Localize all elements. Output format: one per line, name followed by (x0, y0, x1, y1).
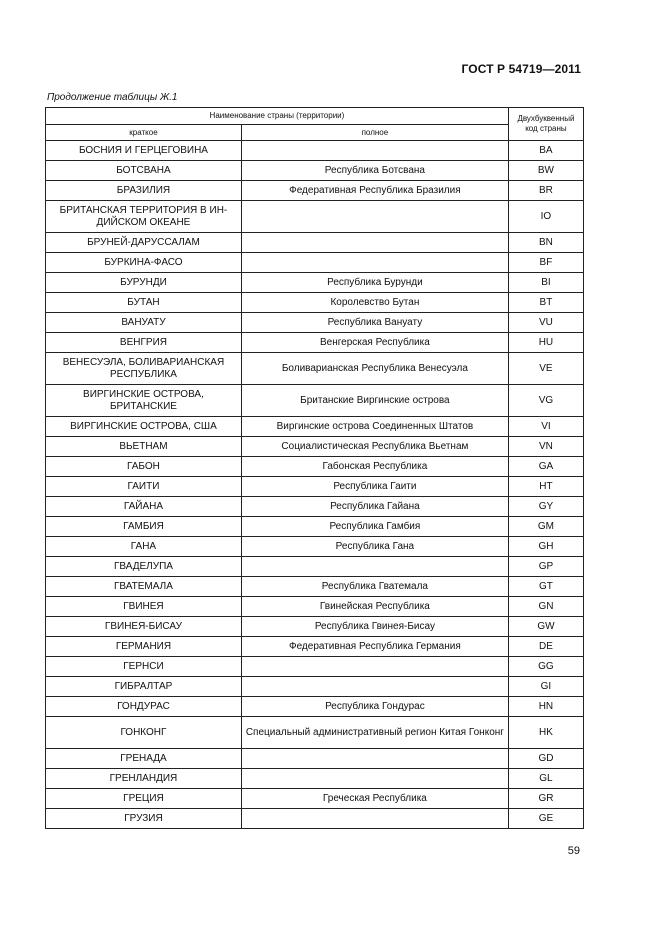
country-code-cell: DE (508, 637, 583, 657)
country-full-name-cell: Королевство Бутан (241, 293, 508, 313)
table-continuation-caption: Продолжение таблицы Ж.1 (47, 92, 178, 103)
table-row (46, 637, 584, 657)
country-code-cell: HU (508, 333, 583, 353)
country-code-cell: GG (508, 657, 583, 677)
country-code-cell: VG (508, 385, 583, 417)
country-full-name-cell (241, 769, 508, 789)
table-row (46, 313, 584, 333)
country-code-cell: HN (508, 697, 583, 717)
table-row (46, 477, 584, 497)
table-row (46, 457, 584, 477)
country-full-name-cell (241, 201, 508, 233)
header-row-group (46, 108, 584, 125)
country-short-name-cell: ГАНА (46, 537, 242, 557)
country-code-cell: BT (508, 293, 583, 313)
country-code-cell: GW (508, 617, 583, 637)
country-full-name-cell: Венгерская Республика (241, 333, 508, 353)
table-row (46, 233, 584, 253)
country-short-name-cell: ГВАДЕЛУПА (46, 557, 242, 577)
country-short-name-cell: ГВИНЕЯ (46, 597, 242, 617)
table-row (46, 181, 584, 201)
country-full-name-cell (241, 657, 508, 677)
country-full-name-cell: Виргинские острова Соединенных Штатов (241, 417, 508, 437)
country-short-name-cell: БУТАН (46, 293, 242, 313)
country-codes-table (45, 107, 584, 829)
country-short-name-cell: ГАИТИ (46, 477, 242, 497)
table-header (46, 108, 584, 141)
country-code-cell: GN (508, 597, 583, 617)
country-short-name-cell: ГАБОН (46, 457, 242, 477)
country-short-name-cell: ВЕНЕСУЭЛА, БОЛИВАРИАНСКАЯ РЕСПУБЛИКА (46, 353, 242, 385)
country-short-name-cell: ВИРГИНСКИЕ ОСТРОВА, США (46, 417, 242, 437)
table-row (46, 557, 584, 577)
country-code-cell: GD (508, 749, 583, 769)
country-short-name-cell: ГЕРМАНИЯ (46, 637, 242, 657)
country-full-name-cell (241, 749, 508, 769)
table-row (46, 437, 584, 457)
country-full-name-cell (241, 809, 508, 829)
country-code-cell: VE (508, 353, 583, 385)
country-full-name-cell: Республика Гвинея-Бисау (241, 617, 508, 637)
country-full-name-cell: Республика Гайана (241, 497, 508, 517)
table-row (46, 749, 584, 769)
table-row (46, 353, 584, 385)
table-row (46, 417, 584, 437)
country-full-name-cell: Республика Гамбия (241, 517, 508, 537)
country-short-name-cell: ГРЕЦИЯ (46, 789, 242, 809)
table-row (46, 769, 584, 789)
document-standard-code: ГОСТ Р 54719—2011 (461, 62, 581, 76)
table-row (46, 253, 584, 273)
country-full-name-cell: Республика Бурунди (241, 273, 508, 293)
table-row (46, 809, 584, 829)
country-full-name-cell: Гвинейская Республика (241, 597, 508, 617)
table-row (46, 577, 584, 597)
table-row (46, 293, 584, 313)
country-code-cell: GM (508, 517, 583, 537)
full-name-column-header: полное (241, 125, 508, 141)
country-short-name-cell: ГАМБИЯ (46, 517, 242, 537)
country-code-cell: BA (508, 141, 583, 161)
code-column-header: Двухбуквенный код страны (508, 108, 583, 141)
country-short-name-cell: БРИТАНСКАЯ ТЕРРИТОРИЯ В ИН-ДИЙСКОМ ОКЕАНЕ (46, 201, 242, 233)
country-code-cell: IO (508, 201, 583, 233)
country-short-name-cell: БУРУНДИ (46, 273, 242, 293)
country-full-name-cell: Габонская Республика (241, 457, 508, 477)
country-full-name-cell (241, 557, 508, 577)
country-short-name-cell: ВЕНГРИЯ (46, 333, 242, 353)
table-row (46, 537, 584, 557)
header-row-columns (46, 125, 584, 141)
table-row (46, 657, 584, 677)
country-code-cell: BW (508, 161, 583, 181)
country-full-name-cell: Республика Гана (241, 537, 508, 557)
country-short-name-cell: ГЕРНСИ (46, 657, 242, 677)
table-row (46, 597, 584, 617)
table-row (46, 677, 584, 697)
country-short-name-cell: БРУНЕЙ-ДАРУССАЛАМ (46, 233, 242, 253)
country-short-name-cell: ГАЙАНА (46, 497, 242, 517)
country-short-name-cell: ВАНУАТУ (46, 313, 242, 333)
country-full-name-cell: Боливарианская Республика Венесуэла (241, 353, 508, 385)
country-short-name-cell: ГРЕНЛАНДИЯ (46, 769, 242, 789)
country-full-name-cell: Социалистическая Республика Вьетнам (241, 437, 508, 457)
table-row (46, 141, 584, 161)
country-code-cell: GH (508, 537, 583, 557)
country-short-name-cell: ГРУЗИЯ (46, 809, 242, 829)
country-code-cell: GI (508, 677, 583, 697)
country-code-cell: BN (508, 233, 583, 253)
country-short-name-cell: ГВАТЕМАЛА (46, 577, 242, 597)
country-full-name-cell: Республика Гватемала (241, 577, 508, 597)
country-code-cell: GA (508, 457, 583, 477)
country-full-name-cell: Британские Виргинские острова (241, 385, 508, 417)
country-code-cell: GT (508, 577, 583, 597)
country-full-name-cell (241, 141, 508, 161)
country-code-cell: VI (508, 417, 583, 437)
country-code-cell: VU (508, 313, 583, 333)
country-short-name-cell: ВИРГИНСКИЕ ОСТРОВА, БРИТАНСКИЕ (46, 385, 242, 417)
country-short-name-cell: ГИБРАЛТАР (46, 677, 242, 697)
country-short-name-cell: ВЬЕТНАМ (46, 437, 242, 457)
country-code-cell: HT (508, 477, 583, 497)
country-full-name-cell: Специальный административный регион Китая Гонконг (241, 717, 508, 749)
table-row (46, 161, 584, 181)
country-short-name-cell: БОСНИЯ И ГЕРЦЕГОВИНА (46, 141, 242, 161)
country-full-name-cell: Республика Ботсвана (241, 161, 508, 181)
country-code-cell: GE (508, 809, 583, 829)
country-code-cell: GR (508, 789, 583, 809)
country-short-name-cell: ГВИНЕЯ-БИСАУ (46, 617, 242, 637)
country-short-name-cell: БУРКИНА-ФАСО (46, 253, 242, 273)
table-row (46, 617, 584, 637)
country-code-cell: GY (508, 497, 583, 517)
country-code-cell: BR (508, 181, 583, 201)
country-code-cell: HK (508, 717, 583, 749)
country-name-group-header: Наименование страны (территории) (46, 108, 509, 125)
page-number: 59 (567, 845, 580, 857)
table-row (46, 497, 584, 517)
country-short-name-cell: ГОНКОНГ (46, 717, 242, 749)
table-row (46, 333, 584, 353)
country-short-name-cell: ГОНДУРАС (46, 697, 242, 717)
country-full-name-cell: Федеративная Республика Бразилия (241, 181, 508, 201)
country-full-name-cell (241, 677, 508, 697)
country-code-cell: VN (508, 437, 583, 457)
table-row (46, 789, 584, 809)
country-full-name-cell (241, 253, 508, 273)
country-code-cell: BI (508, 273, 583, 293)
country-full-name-cell: Федеративная Республика Германия (241, 637, 508, 657)
table-row (46, 697, 584, 717)
country-full-name-cell: Республика Вануату (241, 313, 508, 333)
country-code-cell: GL (508, 769, 583, 789)
table-row (46, 517, 584, 537)
country-code-cell: GP (508, 557, 583, 577)
country-code-cell: BF (508, 253, 583, 273)
country-short-name-cell: ГРЕНАДА (46, 749, 242, 769)
country-full-name-cell: Республика Гондурас (241, 697, 508, 717)
table-row (46, 385, 584, 417)
table-row (46, 717, 584, 749)
short-name-column-header: краткое (46, 125, 242, 141)
table-body (46, 141, 584, 829)
country-short-name-cell: БРАЗИЛИЯ (46, 181, 242, 201)
table-row (46, 201, 584, 233)
table-row (46, 273, 584, 293)
country-full-name-cell: Греческая Республика (241, 789, 508, 809)
country-full-name-cell: Республика Гаити (241, 477, 508, 497)
country-full-name-cell (241, 233, 508, 253)
country-short-name-cell: БОТСВАНА (46, 161, 242, 181)
